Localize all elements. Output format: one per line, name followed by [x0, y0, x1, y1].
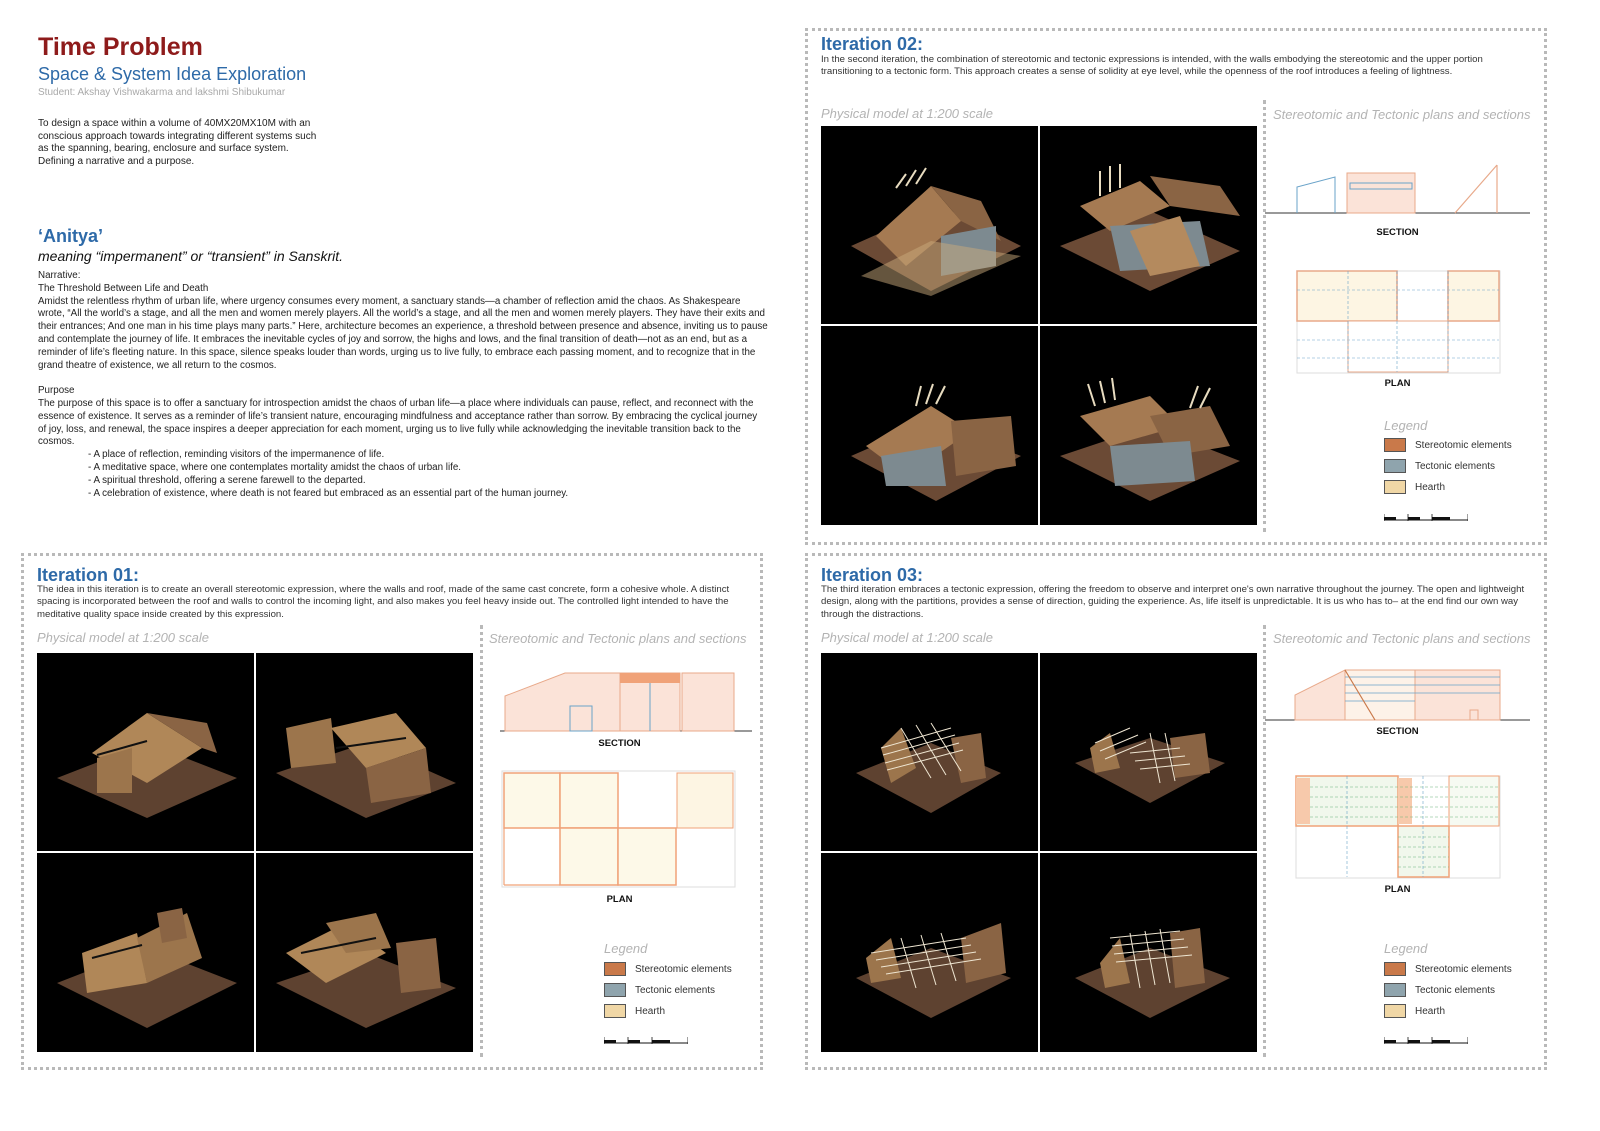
physical-model-label: Physical model at 1:200 scale [821, 106, 993, 121]
legend-swatch [1384, 983, 1406, 997]
page-title: Time Problem [38, 33, 203, 61]
scale-bar [1384, 510, 1468, 522]
model-photo [821, 853, 1038, 1052]
legend-label: Stereotomic elements [1415, 963, 1512, 975]
legend-label: Stereotomic elements [1415, 439, 1512, 451]
grid-divider [821, 851, 1257, 853]
section-drawing [1265, 665, 1530, 725]
purpose-point: - A meditative space, where one contemplates mortality amidst the chaos of urban life. [88, 461, 462, 473]
model-photo [256, 653, 473, 851]
model-photo [821, 326, 1038, 525]
legend-label: Tectonic elements [1415, 460, 1496, 472]
model-photo-grid [821, 653, 1257, 1052]
physical-model-label: Physical model at 1:200 scale [821, 630, 993, 645]
narrative-label: Narrative: [38, 270, 81, 281]
legend-label: Stereotomic elements [635, 963, 732, 975]
legend-item [1384, 962, 1512, 976]
scale-bar [604, 1033, 688, 1045]
section-drawing [500, 668, 752, 734]
legend-title: Legend [604, 941, 648, 956]
model-photo [37, 653, 254, 851]
plan-drawing [501, 770, 736, 888]
iteration-03-title: Iteration 03: [821, 565, 924, 585]
legend-swatch [1384, 459, 1406, 473]
plan-drawing [1296, 270, 1501, 374]
grid-divider [821, 324, 1257, 326]
iteration-02-title: Iteration 02: [821, 34, 924, 54]
legend-swatch [604, 1004, 626, 1018]
model-photo [821, 653, 1038, 851]
purpose-point: - A celebration of existence, where death is not feared but embraced as an essential part of the human journey. [88, 487, 569, 499]
legend-item [1384, 459, 1495, 473]
model-photo [37, 853, 254, 1052]
plan-caption: PLAN [1384, 884, 1411, 895]
legend-item [1384, 983, 1495, 997]
purpose-body: The purpose of this space is to offer a sanctuary for introspection amidst the chaos of urban life—a place where individuals can pause, reflect, and reconnect with the essence of existence. It serves as a reminder of life’s transient nature, encouraging mindfulness and acceptance rather than sorrow. By embracing the cyclical journey of joy, loss, and renewal, the space inspires a deeper appreciation for each moment, urging us to live fully while acknowledging the inevitable transition back to the cosmos. [38, 397, 758, 448]
model-photo [1040, 853, 1257, 1052]
model-photo-grid [821, 126, 1257, 525]
intro-text: To design a space within a volume of 40MX20MX10M with an conscious approach towards integrating different systems such as the spanning, bearing, enclosure and surface system. Defining a narrative and a purpose. [38, 118, 317, 167]
plan-caption: PLAN [1384, 378, 1411, 389]
legend-item [1384, 480, 1445, 494]
legend-swatch [1384, 438, 1406, 452]
model-photo [1040, 126, 1257, 324]
page-subtitle: Space & System Idea Exploration [38, 64, 307, 84]
legend-item [1384, 438, 1512, 452]
narrative-heading: The Threshold Between Life and Death [38, 282, 209, 294]
iteration-01-title: Iteration 01: [37, 565, 140, 585]
section-caption: SECTION [1376, 227, 1419, 238]
legend-label: Tectonic elements [635, 984, 716, 996]
anitya-meaning: meaning “impermanent” or “transient” in Sanskrit. [38, 248, 344, 264]
plans-sections-label: Stereotomic and Tectonic plans and sections [489, 631, 747, 646]
panel-divider [480, 625, 483, 1057]
legend-item [604, 983, 715, 997]
purpose-point: - A spiritual threshold, offering a serene farewell to the departed. [88, 474, 366, 486]
iteration-03-description: The third iteration embraces a tectonic expression, offering the freedom to observe and interpret one's own narrative throughout the journey. The open and lightweight design, along with the partitions, provides a sense of direction, guiding the experience. As, life itself is unpredictable. It is us who has to– at the end find our own way through the distractions. [821, 584, 1525, 620]
legend-swatch [1384, 1004, 1406, 1018]
model-photo [1040, 653, 1257, 851]
legend-label: Tectonic elements [1415, 984, 1496, 996]
model-photo-grid [37, 653, 473, 1052]
model-photo [1040, 326, 1257, 525]
legend-item [604, 1004, 665, 1018]
legend-title: Legend [1384, 418, 1428, 433]
legend-title: Legend [1384, 941, 1428, 956]
plan-caption: PLAN [606, 894, 633, 905]
legend-label: Hearth [635, 1005, 666, 1017]
legend-swatch [1384, 962, 1406, 976]
section-drawing [1265, 155, 1530, 225]
plans-sections-label: Stereotomic and Tectonic plans and sections [1273, 631, 1531, 646]
section-caption: SECTION [598, 738, 641, 749]
model-photo [821, 126, 1038, 324]
purpose-point: - A place of reflection, reminding visitors of the impermanence of life. [88, 449, 385, 461]
plans-sections-label: Stereotomic and Tectonic plans and sections [1273, 107, 1531, 122]
legend-swatch [1384, 480, 1406, 494]
student-names: Student: Akshay Vishwakarma and lakshmi Shibukumar [38, 87, 286, 98]
legend-label: Hearth [1415, 481, 1446, 493]
legend-item [604, 962, 732, 976]
physical-model-label: Physical model at 1:200 scale [37, 630, 209, 645]
model-photo [256, 853, 473, 1052]
iteration-02-description: In the second iteration, the combination of stereotomic and tectonic expressions is intended, with the walls embodying the stereotomic and the upper portion transitioning to a tectonic form. This approach creates a sense of solidity at eye level, while the openness of the roof introduces a feeling of lightness. [821, 54, 1483, 78]
plan-drawing [1295, 775, 1501, 879]
legend-item [1384, 1004, 1445, 1018]
legend-swatch [604, 983, 626, 997]
narrative-body: Amidst the relentless rhythm of urban life, where urgency consumes every moment, a sanctuary stands—a chamber of reflection amid the chaos. As Shakespeare wrote, “All the world’s a stage, and all the men and women merely players. All the world’s a stage, and all the men and women merely players. They have their exits and their entrances; And one man in his time plays many parts.” Here, architecture becomes an experience, a threshold between presence and absence, inviting us to pause and contemplate the journey of life. It embraces the inevitable cycles of joy and sorrow, the highs and lows, and the final transition of death—not as an end, but as a reminder of life’s fleeting nature. In this space, silence speaks louder than words, urging us to live fully, to embrace each passing moment, and to recognize that in the grand theatre of existence, we all return to the cosmos. [38, 295, 768, 371]
purpose-label: Purpose [38, 385, 75, 397]
scale-bar [1384, 1033, 1468, 1045]
iteration-01-description: The idea in this iteration is to create an overall stereotomic expression, where the walls and roof, made of the same cast concrete, form a cohesive whole. A distinct spacing is incorporated between the roof and walls to control the incoming light, and also makes you feel heavy inside out. The controlled light intended to have the meditative quality space inside created by this expression. [37, 584, 730, 620]
anitya-title: ‘Anitya’ [38, 226, 104, 246]
section-caption: SECTION [1376, 726, 1419, 737]
narrative-block [38, 270, 768, 500]
legend-swatch [604, 962, 626, 976]
grid-divider [37, 851, 473, 853]
legend-label: Hearth [1415, 1005, 1446, 1017]
